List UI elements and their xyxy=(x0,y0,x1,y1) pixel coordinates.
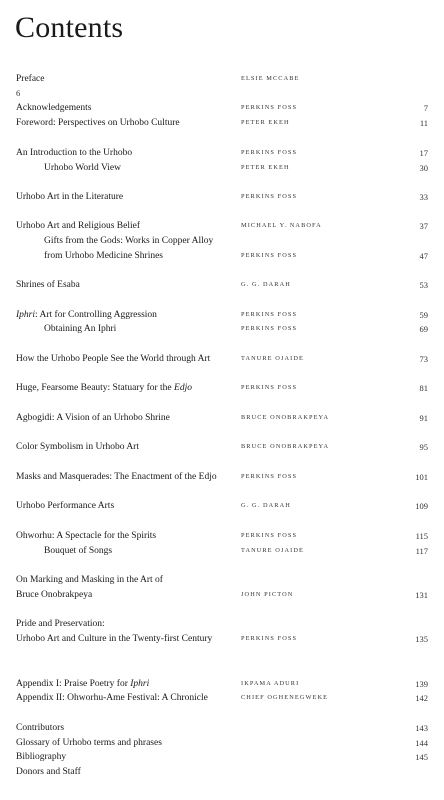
entry-page: 135 xyxy=(415,634,428,644)
toc-entry[interactable] xyxy=(0,529,444,543)
entry-page: 91 xyxy=(419,413,428,423)
entry-author: PERKINS FOSS xyxy=(241,311,298,318)
entry-title: On Marking and Masking in the Art of xyxy=(16,575,163,585)
toc-entry[interactable] xyxy=(0,470,444,484)
entry-page: 69 xyxy=(419,324,428,334)
entry-page: 145 xyxy=(415,752,428,762)
toc-entry xyxy=(0,86,444,100)
entry-title: Preface xyxy=(16,74,45,84)
toc-entry[interactable] xyxy=(0,573,444,587)
entry-title: Masks and Masquerades: The Enactment of the Edjo xyxy=(16,472,217,482)
entry-page: 131 xyxy=(415,590,428,600)
entry-page: 33 xyxy=(419,192,428,202)
entry-page: 81 xyxy=(419,383,428,393)
entry-author: JOHN PICTON xyxy=(241,591,294,598)
toc-entry[interactable] xyxy=(0,721,444,735)
entry-page: 17 xyxy=(419,148,428,158)
toc-entry[interactable] xyxy=(0,440,444,454)
entry-title: Urhobo World View xyxy=(44,163,121,173)
entry-author: PETER EKEH xyxy=(241,119,290,126)
entry-title: Urhobo Performance Arts xyxy=(16,501,115,511)
entry-page: 73 xyxy=(419,354,428,364)
entry-page: 109 xyxy=(415,501,428,511)
entry-author: PERKINS FOSS xyxy=(241,149,298,156)
entry-title: Appendix I: Praise Poetry for Iphri xyxy=(16,679,150,689)
entry-title: Urhobo Art and Religious Belief xyxy=(16,221,141,231)
entry-page: 115 xyxy=(415,531,428,541)
entry-author: PERKINS FOSS xyxy=(241,104,298,111)
entry-title: Obtaining An Iphri xyxy=(44,324,117,334)
entry-title: An Introduction to the Urhobo xyxy=(16,148,133,158)
entry-page: 6 xyxy=(16,88,21,98)
entry-title: Foreword: Perspectives on Urhobo Culture xyxy=(16,118,180,128)
entry-author: TANURE OJAIDE xyxy=(241,355,304,362)
entry-author: G. G. DARAH xyxy=(241,281,291,288)
toc-entry[interactable] xyxy=(0,750,444,764)
entry-title: How the Urhobo People See the World through Art xyxy=(16,354,211,364)
entry-title: Urhobo Art in the Literature xyxy=(16,192,124,202)
entry-author: MICHAEL Y. NABOFA xyxy=(241,222,322,229)
entry-title: Huge, Fearsome Beauty: Statuary for the Edjo xyxy=(16,383,192,393)
toc-entry[interactable] xyxy=(0,234,444,248)
entry-title: Glossary of Urhobo terms and phrases xyxy=(16,738,162,748)
entry-page: 139 xyxy=(415,679,428,689)
entry-title: Contributors xyxy=(16,723,65,733)
entry-title: Bouquet of Songs xyxy=(44,546,113,556)
toc-entry[interactable] xyxy=(0,352,444,366)
toc-entry[interactable] xyxy=(0,544,444,558)
entry-title: Gifts from the Gods: Works in Copper Alloy xyxy=(44,236,214,246)
entry-page: 95 xyxy=(419,442,428,452)
toc-entry[interactable] xyxy=(0,736,444,750)
entry-title: Color Symbolism in Urhobo Art xyxy=(16,442,139,452)
entry-author: PERKINS FOSS xyxy=(241,384,298,391)
entry-title: Ohworhu: A Spectacle for the Spirits xyxy=(16,531,157,541)
toc-entry[interactable] xyxy=(0,146,444,160)
entry-page: 53 xyxy=(419,280,428,290)
toc-entry[interactable] xyxy=(0,249,444,263)
entry-title: from Urhobo Medicine Shrines xyxy=(44,251,163,261)
toc-entry[interactable] xyxy=(0,677,444,691)
toc-entry[interactable] xyxy=(0,308,444,322)
entry-page: 7 xyxy=(423,103,428,113)
entry-page: 47 xyxy=(419,251,428,261)
entry-title: Bibliography xyxy=(16,752,67,762)
entry-title: Donors and Staff xyxy=(16,767,81,777)
entry-author: PERKINS FOSS xyxy=(241,252,298,259)
entry-page: 117 xyxy=(415,546,428,556)
toc-entry[interactable] xyxy=(0,588,444,602)
toc-entry[interactable] xyxy=(0,278,444,292)
entry-author: CHIEF OGHENEGWEKE xyxy=(241,694,329,701)
page-title: Contents xyxy=(15,11,124,44)
entry-author: PERKINS FOSS xyxy=(241,325,298,332)
toc-entry[interactable] xyxy=(0,381,444,395)
entry-title: Shrines of Esaba xyxy=(16,280,80,290)
toc-entry[interactable] xyxy=(0,161,444,175)
entry-author: G. G. DARAH xyxy=(241,502,291,509)
entry-page: 59 xyxy=(419,310,428,320)
entry-page: 143 xyxy=(415,723,428,733)
toc-entry[interactable] xyxy=(0,116,444,130)
toc-entry[interactable] xyxy=(0,190,444,204)
entry-page: 101 xyxy=(415,472,428,482)
toc-entry[interactable] xyxy=(0,219,444,233)
entry-page: 144 xyxy=(415,738,428,748)
entry-page: 30 xyxy=(419,163,428,173)
entry-author: PERKINS FOSS xyxy=(241,635,298,642)
toc-entry[interactable] xyxy=(0,617,444,631)
entry-author: TANURE OJAIDE xyxy=(241,547,304,554)
toc-entry[interactable] xyxy=(0,632,444,646)
toc-entry[interactable] xyxy=(0,322,444,336)
toc-entry[interactable] xyxy=(0,691,444,705)
toc-entry[interactable] xyxy=(0,72,444,86)
entry-title: Urhobo Art and Culture in the Twenty-first Century xyxy=(16,634,213,644)
entry-title: Bruce Onobrakpeya xyxy=(16,590,93,600)
entry-author: ELSIE MCCABE xyxy=(241,75,300,82)
toc-entry[interactable] xyxy=(0,411,444,425)
entry-title: Acknowledgements xyxy=(16,103,92,113)
entry-author: PERKINS FOSS xyxy=(241,193,298,200)
entry-author: BRUCE ONOBRAKPEYA xyxy=(241,414,330,421)
toc-entry[interactable] xyxy=(0,499,444,513)
entry-title: Iphri: Art for Controlling Aggression xyxy=(16,310,157,320)
entry-author: PETER EKEH xyxy=(241,164,290,171)
entry-title: Pride and Preservation: xyxy=(16,619,105,629)
entry-title: Appendix II: Ohworhu-Ame Festival: A Chronicle xyxy=(16,693,208,703)
entry-author: IKPAMA ADURI xyxy=(241,680,300,687)
entry-title: Agbogidi: A Vision of an Urhobo Shrine xyxy=(16,413,170,423)
entry-author: PERKINS FOSS xyxy=(241,473,298,480)
toc-entry[interactable] xyxy=(0,765,444,779)
entry-author: BRUCE ONOBRAKPEYA xyxy=(241,443,330,450)
entry-page: 11 xyxy=(419,118,428,128)
entry-page: 142 xyxy=(415,693,428,703)
toc-entry[interactable] xyxy=(0,101,444,115)
entry-page: 37 xyxy=(419,221,428,231)
entry-author: PERKINS FOSS xyxy=(241,532,298,539)
